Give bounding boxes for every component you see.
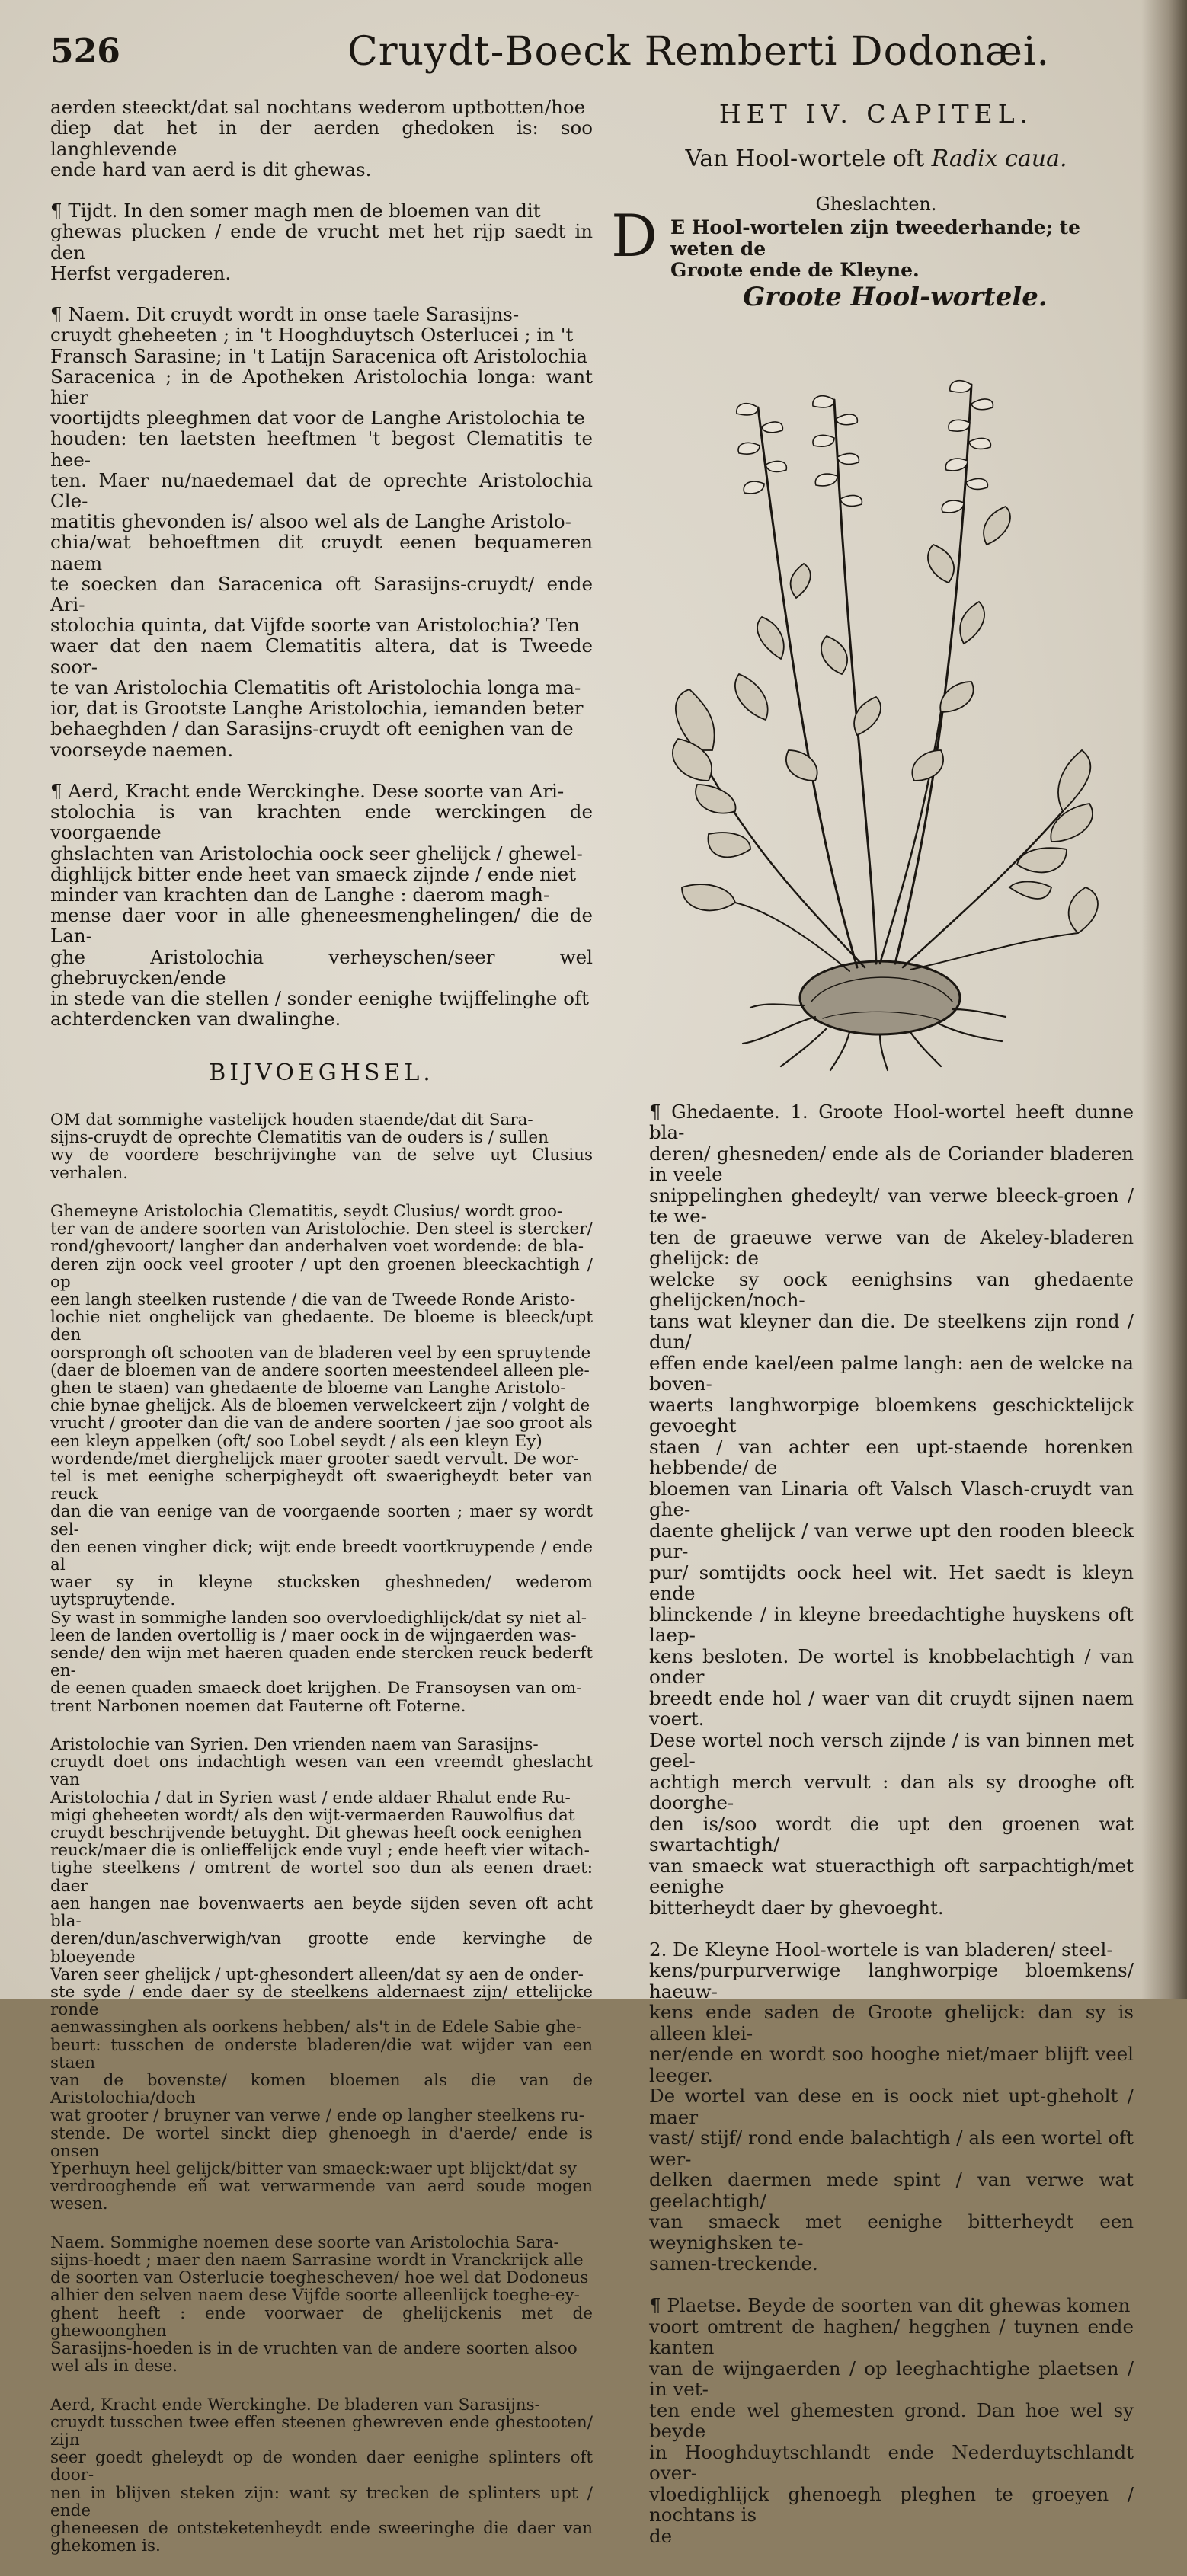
- left-column: [50, 76, 593, 2556]
- chapter-subtitle: [609, 145, 1143, 172]
- paragraph-bijvoeghsel-5: Aerd, Kracht ende Werckinghe. De bladeren van Sarasijns- cruydt tusschen twee effen steenen ghewreven ende ghestooten/ zijn seer goedt gheleydt op de wonden daer eenighe splinters oft door- nen in blijven steken zijn: want sy trecken de splinters upt / ende gheneesen de ontsteketenheydt ende sweeringhe die daer van ghekomen is.: [50, 2395, 593, 2556]
- paragraph-bijvoeghsel-3: Aristolochie van Syrien. Den vrienden naem van Sarasijns- cruydt doet ons indachtigh wesen van een vreemdt gheslacht van Aristolochia / dat in Syrien wast / ende aldaer Rhalut ende Ru- migi gheheeten wordt/ als den wijt-vermaerden Rauwolfius dat cruydt beschrijvende betuyght. Dit ghewas heeft oock eenighen reuck/maer die is onlieffelijck ende vuyl ; ende heeft vier witach- tighe steelkens / omtrent de wortel soo dun als eenen draet: daer aen hangen nae bovenwaerts aen beyde sijden seven oft acht bla- deren/dun/aschverwigh/van grootte ende kervinghe de bloeyende Varen seer ghelijck / upt-ghesondert alleen/dat sy aen de onder- ste syde / ende daer sy de steelkens aldernaest zijn/ ettelijcke ronde aenwassinghen als oorkens hebben/ als't in de Edele Sabie ghe- beurt: tusschen de onderste bladeren/die wat wijder van een staen van de bovenste/ komen bloemen als die van de Aristolochia/doch wat grooter / bruyner van verwe / ende op langher steelkens ru- stende. De wortel sinckt diep ghenoegh in d'aerde/ ende is onsen Yperhuyn heel gelijck/bitter van smaeck:waer upt blijckt/dat sy verdrooghende eñ wat verwarmende van aerd soude mogen wesen.: [50, 1735, 593, 2214]
- chapter-intro: E Hool-wortelen zijn tweederhande; te weten de Groote ende de Kleyne.: [670, 216, 1081, 281]
- right-column-body: [649, 1080, 1134, 2547]
- paragraph-bijvoeghsel-2: Ghemeyne Aristolochia Clematitis, seydt Clusius/ wordt groo- ter van de andere soorten van Aristolochie. Den steel is stercker/ rond/ghevoort/ langher dan anderhalven voet wordende: de bla- deren zijn oock veel grooter / upt den groenen bleeckachtigh / op een langh steelken rustende / die van de Tweede Ronde Aristo- lochie niet onghelijck van ghedaente. De bloeme is bleeck/upt den oorsprongh oft schooten van de bladeren veel by een spruytende (daer de bloemen van de andere soorten meestendeel alleen ple- ghen te staen) van ghedaente de bloeme van Langhe Aristolo- chie bynae ghelijck. Als de bloemen verwelckeert zijn / volght de vrucht / grooter dan die van de andere soorten / jae soo groot als een kleyn appelken (oft/ soo Lobel seydt / als een kleyn Ey) wordende/met dierghelijck maer grooter saedt vervult. De wor- tel is met eenighe scherpigheydt oft swaerigheydt beter van reuck dan die van eenige van de voorgaende soorten ; maer sy wordt sel- den eenen vingher dick; wijt ende breedt voortkruypende / ende al waer sy in kleyne stucksken gheshneden/ wederom uytspruytende. Sy wast in sommighe landen soo overvloedighlijck/dat sy niet al- leen de landen overtollig is / maer oock in de wijngaerden was- sende/ den wijn met haeren quaden ende stercken reuck bederft en- de eenen quaden smaeck doet krijghen. De Fransoysen van om- trent Narbonen noemen dat Fauterne oft Foterne.: [50, 1201, 593, 1716]
- running-title: Cruydt-Boeck Remberti Dodonæi.: [347, 29, 1051, 75]
- figure-caption: Groote Hool-wortele.: [743, 282, 1048, 312]
- heading-bijvoeghsel: BIJVOEGHSEL.: [209, 1059, 434, 1086]
- drop-cap: D: [611, 202, 657, 270]
- paragraph-aerd: ¶ Aerd, Kracht ende Werckinghe. Dese soorte van Ari- stolochia is van krachten ende werckingen de voorgaende ghslachten van Aristolochia oock seer ghelijck / ghewel- dighlijck bitter ende heet van smaeck zijnde / ende niet minder van krachten dan de Langhe : daerom magh- mense daer voor in alle gheneesmenghelingen/ die de Lan- ghe Aristolochia verheyschen/seer wel ghebruycken/ende in stede van die stellen / sonder eenighe twijffelinghe oft achterdencken van dwalinghe.: [50, 779, 593, 1031]
- chapter-subtitle-text: Van Hool-wortele oft: [685, 145, 925, 172]
- running-head: [50, 23, 1051, 76]
- chapter-subtitle-latin: Radix caua.: [931, 145, 1067, 172]
- paragraph-plaetse: ¶ Plaetse. Beyde de soorten van dit ghewas komen voort omtrent de haghen/ hegghen / tuynen ende kanten van de wijngaerden / op leeghachtighe plaetsen / in vet- ten ende wel ghemesten grond. Dan hoe wel sy beyde in Hooghduytschlandt ende Nederduytschlandt over- vloedighlijck ghenoegh pleghen te groeyen / nochtans is de: [649, 2294, 1134, 2547]
- paragraph-kleyne: 2. De Kleyne Hool-wortele is van bladeren/ steel- kens/purpurverwige langhworpige bloemkens/ haeuw- kens ende saden de Groote ghelijck: dan sy is alleen klei- ner/ende en wordt soo hooghe niet/maer blijft veel leeger. De wortel van dese en is oock niet upt-gheholt / maer vast/ stijf/ rond ende balachtigh / als een wortel oft wer- delken daermen mede spint / van verwe wat geelachtigh/ van smaeck met eenighe bitterheydt een weynighsken te- samen-treckende.: [649, 1938, 1134, 2274]
- paragraph-bijvoeghsel-1: OM dat sommighe vastelijck houden staende/dat dit Sara- sijns-cruydt de oprechte Clematitis van de ouders is / sullen wy de voordere beschrijvinghe van de selve uyt Clusius verhalen.: [50, 1110, 593, 1183]
- page-number: 526: [50, 32, 120, 71]
- botanical-woodcut-illustration: [651, 354, 1109, 1074]
- paragraph-ghedaente: ¶ Ghedaente. 1. Groote Hool-wortel heeft dunne bla- deren/ ghesneden/ ende als de Coriander bladeren in veele snippelinghen ghedeylt/ van verwe bleeck-groen / te we- ten de graeuwe verwe van de Akeley-bladeren ghelijck: de welcke sy oock eenighsins van ghedaente ghelijcken/noch- tans wat kleyner dan die. De steelkens zijn rond / dun/ effen ende kael/een palme langh: aen de welcke na boven- waerts langhworpige bloemkens geschicktelijck gevoeght staen / van achter een upt-staende horenken hebbende/ de bloemen van Linaria oft Valsch Vlasch-cruydt van ghe- daente ghelijck / van verwe upt den rooden bleeck pur- pur/ somtijdts oock heel wit. Het saedt is kleyn ende blinckende / in kleyne breedachtighe huyskens oft laep- kens besloten. De wortel is knobbelachtigh / van onder breedt ende hol / waer van dit cruydt sijnen naem voert. Dese wortel noch versch zijnde / is van binnen met geel- achtigh merch vervult : dan als sy drooghe oft doorghe- den is/soo wordt die upt den groenen wat swartachtigh/ van smaeck wat stueracthigh oft sarpachtigh/met eenighe bitterheydt daer by ghevoeght.: [649, 1100, 1134, 1919]
- paragraph-intro: aerden steeckt/dat sal nochtans wederom uptbotten/hoe diep dat het in der aerden ghedoken is: soo langhlevende ende hard van aerd is dit ghewas.: [50, 96, 593, 181]
- chapter-header: [609, 99, 1143, 215]
- chapter-heading: HET IV. CAPITEL.: [718, 99, 1034, 129]
- book-gutter-shadow: [1141, 0, 1187, 1999]
- paragraph-tijdt: ¶ Tijdt. In den somer magh men de bloemen van dit ghewas plucken / ende de vrucht met het rijp saedt in den Herfst vergaderen.: [50, 200, 593, 284]
- paragraph-naem: ¶ Naem. Dit cruydt wordt in onse taele Sarasijns- cruydt gheheeten ; in 't Hooghduytsch Osterlucei ; in 't Fransch Sarasine; in 't Latijn Saracenica oft Aristolochia Saracenica ; in de Apotheken Aristolochia longa: want hier voortijdts pleeghmen dat voor de Langhe Aristolochia te houden: ten laetsten heeftmen 't begost Clematitis te hee- ten. Maer nu/naedemael dat de oprechte Aristolochia Cle- matitis ghevonden is/ alsoo wel als de Langhe Aristolo- chia/wat behoeftmen dit cruydt eenen bequameren naem te soecken dan Saracenica oft Sarasijns-cruydt/ ende Ari- stolochia quinta, dat Vijfde soorte van Aristolochia? Ten waer dat den naem Clematitis altera, dat is Tweede soor- te van Aristolochia Clematitis oft Aristolochia longa ma- ior, dat is Grootste Langhe Aristolochia, iemanden beter behaeghden / dan Sarasijns-cruydt oft eenighen van de voorseyde naemen.: [50, 303, 593, 761]
- paragraph-bijvoeghsel-4: Naem. Sommighe noemen dese soorte van Aristolochia Sara- sijns-hoedt ; maer den naem Sarrasine wordt in Vranckrijck alle de soorten van Osterlucie toeghescheven/ hoe wel dat Dodoneus alhier den selven naem dese Vijfde soorte alleenlijck toeghe-ey- ghent heeft : ende voorwaer de ghelijckenis met de ghewoonghen Sarasijns-hoeden is in de vruchten van de andere soorten alsoo wel als in dese.: [50, 2232, 593, 2376]
- section-label: Gheslachten.: [815, 193, 937, 215]
